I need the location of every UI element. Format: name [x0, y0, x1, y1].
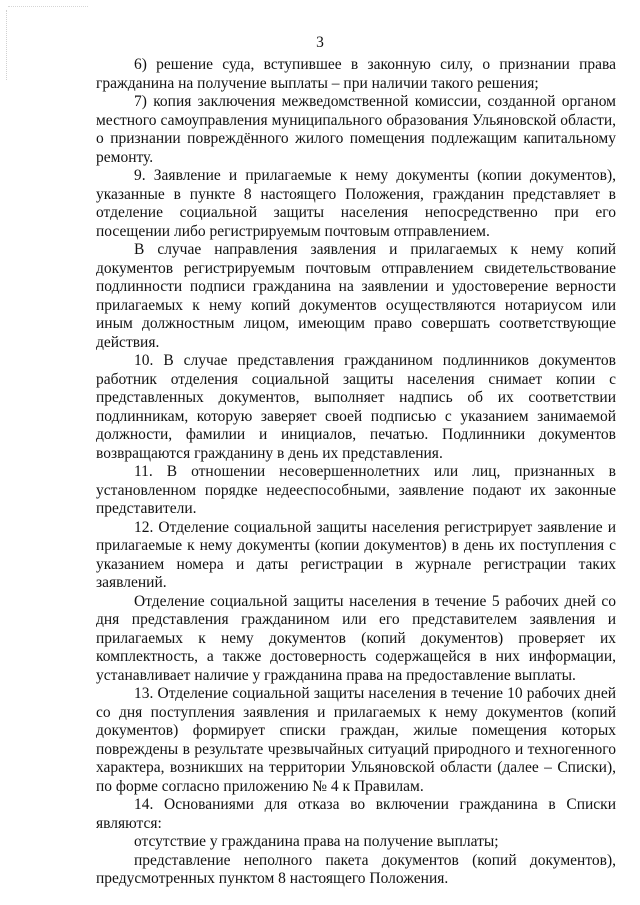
document-body: [96, 56, 616, 889]
paragraph-clause-9: 9. Заявление и прилагаемые к нему документы (копии документов), указанные в пункте 8 настоящего Положения, гражданин представляет в отделение социальной защиты населения непосредственно при его посещении либо регистрируемым почтовым отправлением.: [96, 167, 616, 240]
page-number: 3: [316, 34, 324, 51]
paragraph-item-6: 6) решение суда, вступившее в законную силу, о признании права гражданина на получение выплаты – при наличии такого решения;: [96, 56, 616, 92]
paragraph-clause-13: 13. Отделение социальной защиты населения в течение 10 рабочих дней со дня поступления заявления и прилагаемых к нему документов (копий документов) формирует списки граждан, жилые помещения которых повреждены в результате чрезвычайных ситуаций природного и техногенного характера, возникших на территории Ульяновской области (далее – Списки), по форме согласно приложению № 4 к Правилам.: [96, 685, 616, 795]
paragraph-clause-14: 14. Основаниями для отказа во включении гражданина в Списки являются:: [96, 796, 616, 832]
paragraph-clause-12-check: Отделение социальной защиты населения в течение 5 рабочих дней со дня представления гражданином или его представителем заявления и прилагаемых к нему документов (копий документов) проверяет их комплектность, а также достоверность содержащейся в них информации, устанавливает наличие у гражданина права на предоставление выплаты.: [96, 592, 616, 684]
paragraph-item-7: 7) копия заключения межведомственной комиссии, созданной органом местного самоуправления муниципального образования Ульяновской области, о признании повреждённого жилого помещения подлежащим капитальному ремонту.: [96, 93, 616, 166]
paragraph-clause-12: 12. Отделение социальной защиты населения регистрирует заявление и прилагаемые к нему документы (копии документов) в день их поступления с указанием номера и даты регистрации в журнале регистрации таких заявлений.: [96, 518, 616, 591]
paragraph-reason-1: отсутствие у гражданина права на получение выплаты;: [134, 833, 499, 850]
paragraph-clause-11: 11. В отношении несовершеннолетних или лиц, признанных в установленном порядке недееспособными, заявление подают их законные представители.: [96, 463, 616, 517]
scan-artifact-top: [8, 6, 88, 9]
paragraph-clause-10: 10. В случае представления гражданином подлинников документов работник отделения социальной защиты населения снимает копии с представленных документов, выполняет надпись об их соответствии подлинникам, которую заверяет своей подписью с указанием занимаемой должности, фамилии и инициалов, печатью. Подлинники документов возвращаются гражданину в день их представления.: [96, 352, 616, 462]
paragraph-clause-9-mail: В случае направления заявления и прилагаемых к нему копий документов регистрируемым почтовым отправлением свидетельствование подлинности подписи гражданина на заявлении и удостоверение верности прилагаемых к нему копий документов осуществляются нотариусом или иным должностным лицом, имеющим право совершать соответствующие действия.: [96, 241, 616, 351]
paragraph-reason-2: представление неполного пакета документов (копий документов), предусмотренных пунктом 8 настоящего Положения.: [96, 851, 616, 887]
